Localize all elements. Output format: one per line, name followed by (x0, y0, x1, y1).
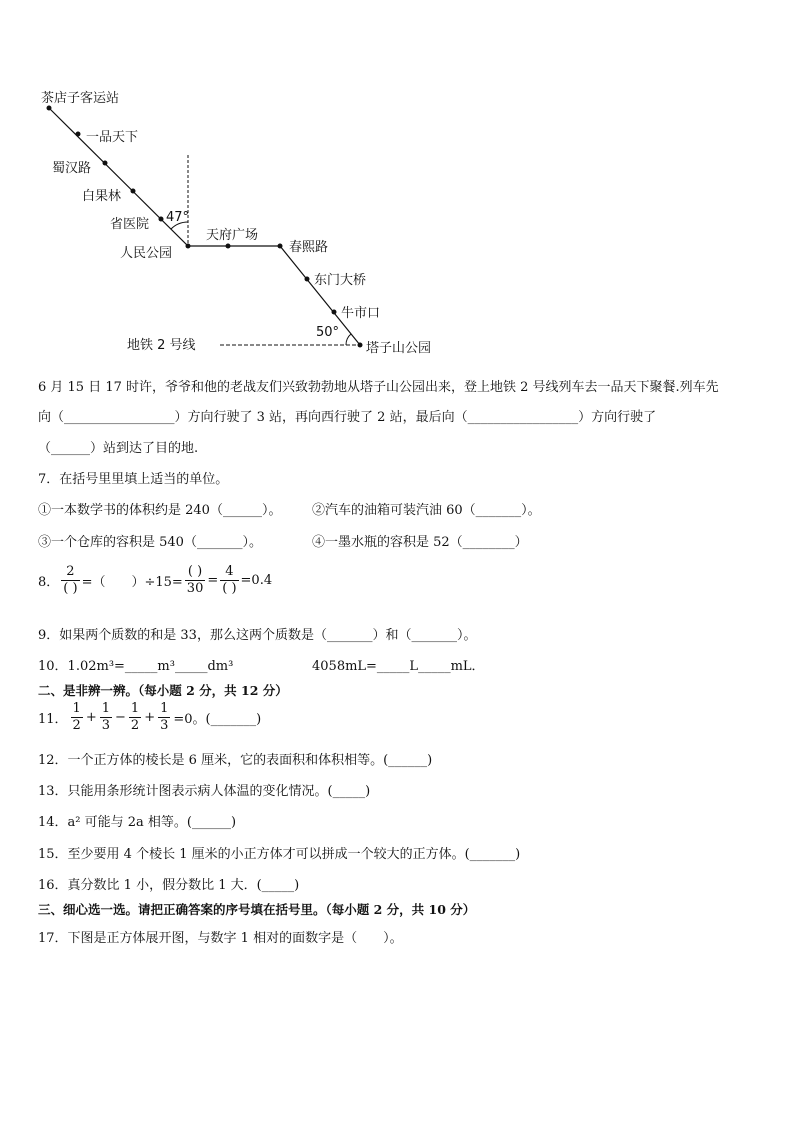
q11-operator: − (115, 710, 126, 725)
q11-label: 11． (38, 712, 68, 727)
station-label-shengyiyuan: 省医院 (110, 217, 150, 232)
q6-line-3: （______）站到达了目的地. (38, 441, 199, 456)
angle-label-top: 47° (166, 210, 190, 225)
q17-text: 17．下图是正方体展开图，与数字 1 相对的面数字是（ ）。 (38, 931, 403, 946)
q11-fraction-num: 1 (101, 701, 111, 716)
q10-left: 10．1.02m³=_____m³_____dm³ (38, 659, 234, 674)
q12-text: 12．一个正方体的棱长是 6 厘米，它的表面积和体积相等。(______) (38, 753, 433, 768)
station-label-renmin: 人民公园 (120, 246, 173, 261)
station-dot (186, 244, 191, 249)
subway-line-name: 地铁 2 号线 (127, 338, 196, 353)
subway-map (0, 0, 794, 360)
q7-item-a: ①一本数学书的体积约是 240（______）。 (38, 503, 282, 518)
q15-text: 15．至少要用 4 个棱长 1 厘米的小正方体才可以拼成一个较大的正方体。(_______) (38, 847, 521, 862)
station-label-niushikou: 牛市口 (341, 306, 381, 321)
q13-text: 13．只能用条形统计图表示病人体温的变化情况。(_____) (38, 784, 371, 799)
q7-item-c: ③一个仓库的容积是 540（_______）。 (38, 535, 262, 550)
section-2-heading: 二、是非辨一辨。（每小题 2 分，共 12 分） (38, 683, 288, 698)
q7-item-b: ②汽车的油箱可装汽油 60（_______）。 (312, 503, 541, 518)
station-dot (332, 310, 337, 315)
q11-tail: =0。(_______) (173, 712, 262, 727)
q8-fraction-1-den: ( ) (63, 581, 78, 596)
station-dot (131, 189, 136, 194)
q7-item-d: ④一墨水瓶的容积是 52（________） (312, 535, 528, 550)
q8-fraction-1 (61, 564, 79, 597)
q11-fraction (158, 701, 170, 734)
station-dot (278, 244, 283, 249)
q11-fraction-den: 2 (72, 718, 81, 733)
q8-fraction-1-num: 2 (61, 564, 79, 581)
station-dot (305, 277, 310, 282)
q8-equals: = (207, 573, 219, 588)
q10-right: 4058mL=_____L_____mL． (312, 659, 485, 674)
q11-fraction (100, 701, 112, 734)
q8-fraction-3-num: 4 (220, 564, 238, 581)
q8-middle: =（ ）÷15= (81, 575, 183, 590)
q9-text: 9．如果两个质数的和是 33，那么这两个质数是（_______）和（_______）。 (38, 628, 477, 643)
q11-fraction (71, 701, 83, 734)
station-dot (76, 132, 81, 137)
q11-operator: + (144, 710, 156, 725)
q16-text: 16．真分数比 1 小，假分数比 1 大．(_____) (38, 878, 300, 893)
station-dot (47, 106, 52, 111)
station-dot (159, 217, 164, 222)
q11-fraction-num: 1 (72, 701, 81, 716)
angle-label-bottom: 50° (316, 325, 340, 340)
q11-equation (38, 701, 261, 734)
station-label-yipin: 一品天下 (86, 130, 139, 145)
q8-fraction-2-den: 30 (186, 581, 204, 596)
station-label-dongmen: 东门大桥 (314, 273, 367, 288)
q11-fraction-num: 1 (130, 701, 140, 716)
section-3-heading: 三、细心选一选。请把正确答案的序号填在括号里。（每小题 2 分，共 10 分） (38, 902, 476, 917)
q11-fraction-den: 3 (160, 718, 169, 733)
q11-fraction-den: 2 (130, 718, 140, 733)
q11-fraction-den: 3 (101, 718, 111, 733)
station-label-shuhan: 蜀汉路 (52, 161, 92, 176)
q8-equation (38, 564, 272, 597)
station-label-baiguolin: 白果林 (82, 189, 122, 204)
station-dot (358, 343, 363, 348)
q8-fraction-3-den: ( ) (222, 581, 237, 596)
q8-tail: =0.4 (240, 573, 273, 588)
q8-fraction-2-num: ( ) (185, 564, 206, 581)
angle-arc-bottom (346, 334, 351, 345)
q11-operator: + (85, 710, 97, 725)
station-dot (103, 161, 108, 166)
q8-fraction-2 (185, 564, 206, 597)
q6-line-2: 向（_________________）方向行驶了 3 站，再向西行驶了 2 站，最后向（_________________）方向行驶了 (38, 410, 657, 425)
station-label-tazishan: 塔子山公园 (366, 341, 432, 356)
q7-title: 7．在括号里里填上适当的单位。 (38, 472, 229, 487)
station-label-chunxi: 春熙路 (289, 240, 329, 255)
q11-fraction (129, 701, 141, 734)
station-label-tianfu: 天府广场 (206, 228, 259, 243)
q11-fraction-num: 1 (160, 701, 169, 716)
q8-label: 8． (38, 575, 60, 590)
q6-line-1: 6 月 15 日 17 时许，爷爷和他的老战友们兴致勃勃地从塔子山公园出来，登上地铁 2 号线列车去一品天下聚餐.列车先 (38, 380, 719, 395)
q8-fraction-3 (220, 564, 238, 597)
station-label-chadianzi: 茶店子客运站 (41, 91, 120, 106)
station-dot (226, 244, 231, 249)
q14-text: 14．a² 可能与 2a 相等。(______) (38, 815, 237, 830)
